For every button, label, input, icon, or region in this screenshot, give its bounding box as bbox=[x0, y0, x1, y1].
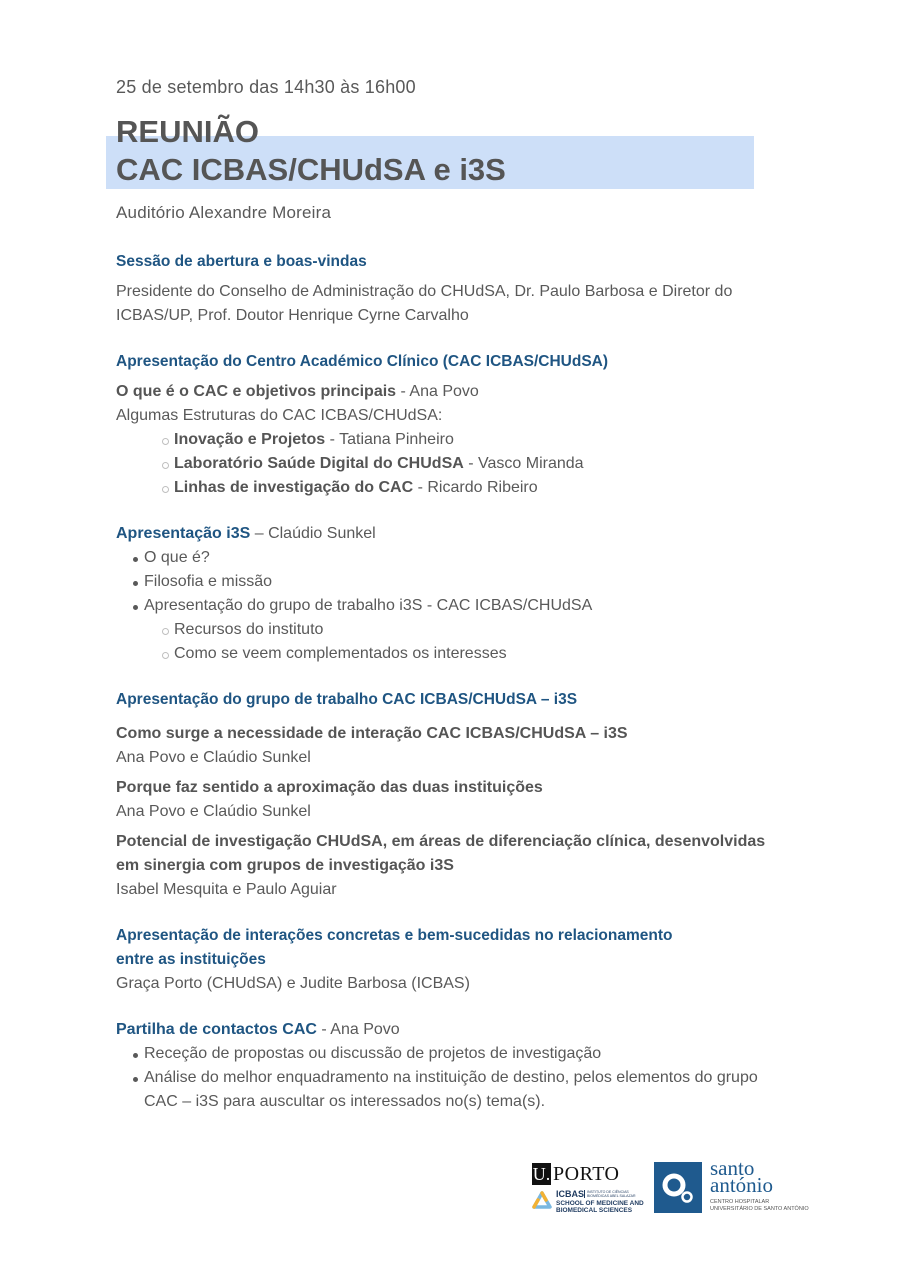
icbas-line-1: SCHOOL OF MEDICINE AND bbox=[556, 1200, 644, 1207]
uporto-logo bbox=[532, 1163, 620, 1185]
icbas-subtitle: INSTITUTO DE CIÊNCIAS BIOMÉDICAS ABEL SALAZAR bbox=[584, 1190, 647, 1198]
list-item: Como se veem complementados os interesses bbox=[160, 642, 816, 666]
list-item: Recursos do instituto bbox=[160, 618, 816, 642]
list-item-text: Análise do melhor enquadramento na instituição de destino, pelos elementos do grupo bbox=[144, 1069, 758, 1086]
structure-speaker: - Tatiana Pinheiro bbox=[325, 431, 454, 448]
santo-antonio-rings-icon bbox=[654, 1162, 702, 1213]
contacts-heading-row bbox=[116, 1018, 816, 1042]
structure-speaker: - Ricardo Ribeiro bbox=[413, 479, 538, 496]
opening-text-1: Presidente do Conselho de Administração do CHUdSA, Dr. Paulo Barbosa e Diretor do bbox=[116, 283, 733, 300]
event-venue: Auditório Alexandre Moreira bbox=[116, 203, 332, 222]
agenda-content bbox=[116, 250, 816, 1114]
contacts-bullets bbox=[116, 1042, 816, 1114]
opening-text-2: ICBAS/UP, Prof. Doutor Henrique Cyrne Carvalho bbox=[116, 307, 469, 324]
icbas-triangle-icon bbox=[532, 1191, 552, 1211]
santo-antonio-word-2: antónio bbox=[710, 1173, 773, 1197]
list-item bbox=[160, 476, 816, 500]
cac-structures-intro: Algumas Estruturas do CAC ICBAS/CHUdSA: bbox=[116, 407, 443, 424]
list-item: Receção de propostas ou discussão de projetos de investigação bbox=[130, 1042, 816, 1066]
page-title bbox=[116, 113, 506, 189]
cac-item-title: O que é o CAC e objetivos principais bbox=[116, 383, 397, 400]
i3s-speaker: – Claúdio Sunkel bbox=[250, 525, 376, 542]
section-heading-interactions-2: entre as instituições bbox=[116, 951, 266, 968]
event-date: 25 de setembro das 14h30 às 16h00 bbox=[116, 77, 416, 97]
list-item bbox=[160, 452, 816, 476]
section-heading-contacts: Partilha de contactos CAC bbox=[116, 1021, 317, 1038]
interactions-speakers: Graça Porto (CHUdSA) e Judite Barbosa (ICBAS) bbox=[116, 975, 470, 992]
topic-speakers: Isabel Mesquita e Paulo Aguiar bbox=[116, 881, 337, 898]
list-item: O que é? bbox=[130, 546, 816, 570]
topic-title: Porque faz sentido a aproximação das duas instituições bbox=[116, 779, 543, 796]
i3s-heading-row bbox=[116, 522, 816, 546]
section-heading-interactions-1: Apresentação de interações concretas e bem-sucedidas no relacionamento bbox=[116, 927, 673, 944]
structure-speaker: - Vasco Miranda bbox=[463, 455, 584, 472]
topic-speakers: Ana Povo e Claúdio Sunkel bbox=[116, 803, 311, 820]
cac-structures-list bbox=[116, 428, 816, 500]
topic-speakers: Ana Povo e Claúdio Sunkel bbox=[116, 749, 311, 766]
santo-antonio-mark bbox=[654, 1162, 702, 1213]
section-heading-opening: Sessão de abertura e boas-vindas bbox=[116, 253, 367, 270]
topic-title-line-1: Potencial de investigação CHUdSA, em áreas de diferenciação clínica, desenvolvidas bbox=[116, 833, 766, 850]
structure-title: Inovação e Projetos bbox=[174, 431, 326, 448]
title-line-2: CAC ICBAS/CHUdSA e i3S bbox=[116, 152, 506, 187]
santo-antonio-word-1: santo bbox=[710, 1156, 755, 1180]
cac-item-speaker: - Ana Povo bbox=[396, 383, 479, 400]
structure-title: Linhas de investigação do CAC bbox=[174, 479, 414, 496]
list-item bbox=[130, 1066, 816, 1114]
i3s-sub-bullets bbox=[144, 618, 816, 666]
section-heading-i3s: Apresentação i3S bbox=[116, 525, 251, 542]
uporto-wordmark: PORTO bbox=[553, 1162, 620, 1185]
list-item bbox=[160, 428, 816, 452]
section-heading-cac: Apresentação do Centro Académico Clínico (CAC ICBAS/CHUdSA) bbox=[116, 353, 609, 370]
footer-logos bbox=[532, 1156, 822, 1220]
section-heading-workgroup: Apresentação do grupo de trabalho CAC ICBAS/CHUdSA – i3S bbox=[116, 691, 578, 708]
icbas-name: ICBAS bbox=[556, 1189, 585, 1199]
list-item: Filosofia e missão bbox=[130, 570, 816, 594]
uporto-u-mark: U. bbox=[532, 1164, 551, 1184]
topic-title-line-2: em sinergia com grupos de investigação i3S bbox=[116, 857, 454, 874]
list-item-text: Apresentação do grupo de trabalho i3S - CAC ICBAS/CHUdSA bbox=[144, 597, 593, 614]
contacts-speaker: - Ana Povo bbox=[316, 1021, 400, 1038]
list-item-text-cont: CAC – i3S para auscultar os interessados no(s) tema(s). bbox=[144, 1093, 546, 1110]
structure-title: Laboratório Saúde Digital do CHUdSA bbox=[174, 455, 464, 472]
santo-antonio-sub-2: UNIVERSITÁRIO DE SANTO ANTÓNIO bbox=[710, 1206, 809, 1212]
santo-antonio-wordmark bbox=[710, 1156, 773, 1197]
santo-antonio-sub-1: CENTRO HOSPITALAR bbox=[710, 1199, 770, 1205]
icbas-line-2: BIOMEDICAL SCIENCES bbox=[556, 1207, 633, 1214]
topic-title: Como surge a necessidade de interação CAC ICBAS/CHUdSA – i3S bbox=[116, 725, 628, 742]
santo-antonio-subtitle bbox=[710, 1199, 809, 1213]
title-line-1: REUNIÃO bbox=[116, 114, 259, 149]
list-item bbox=[130, 594, 816, 666]
i3s-bullets bbox=[116, 546, 816, 666]
icbas-logo bbox=[532, 1189, 652, 1217]
cac-item bbox=[116, 380, 816, 404]
